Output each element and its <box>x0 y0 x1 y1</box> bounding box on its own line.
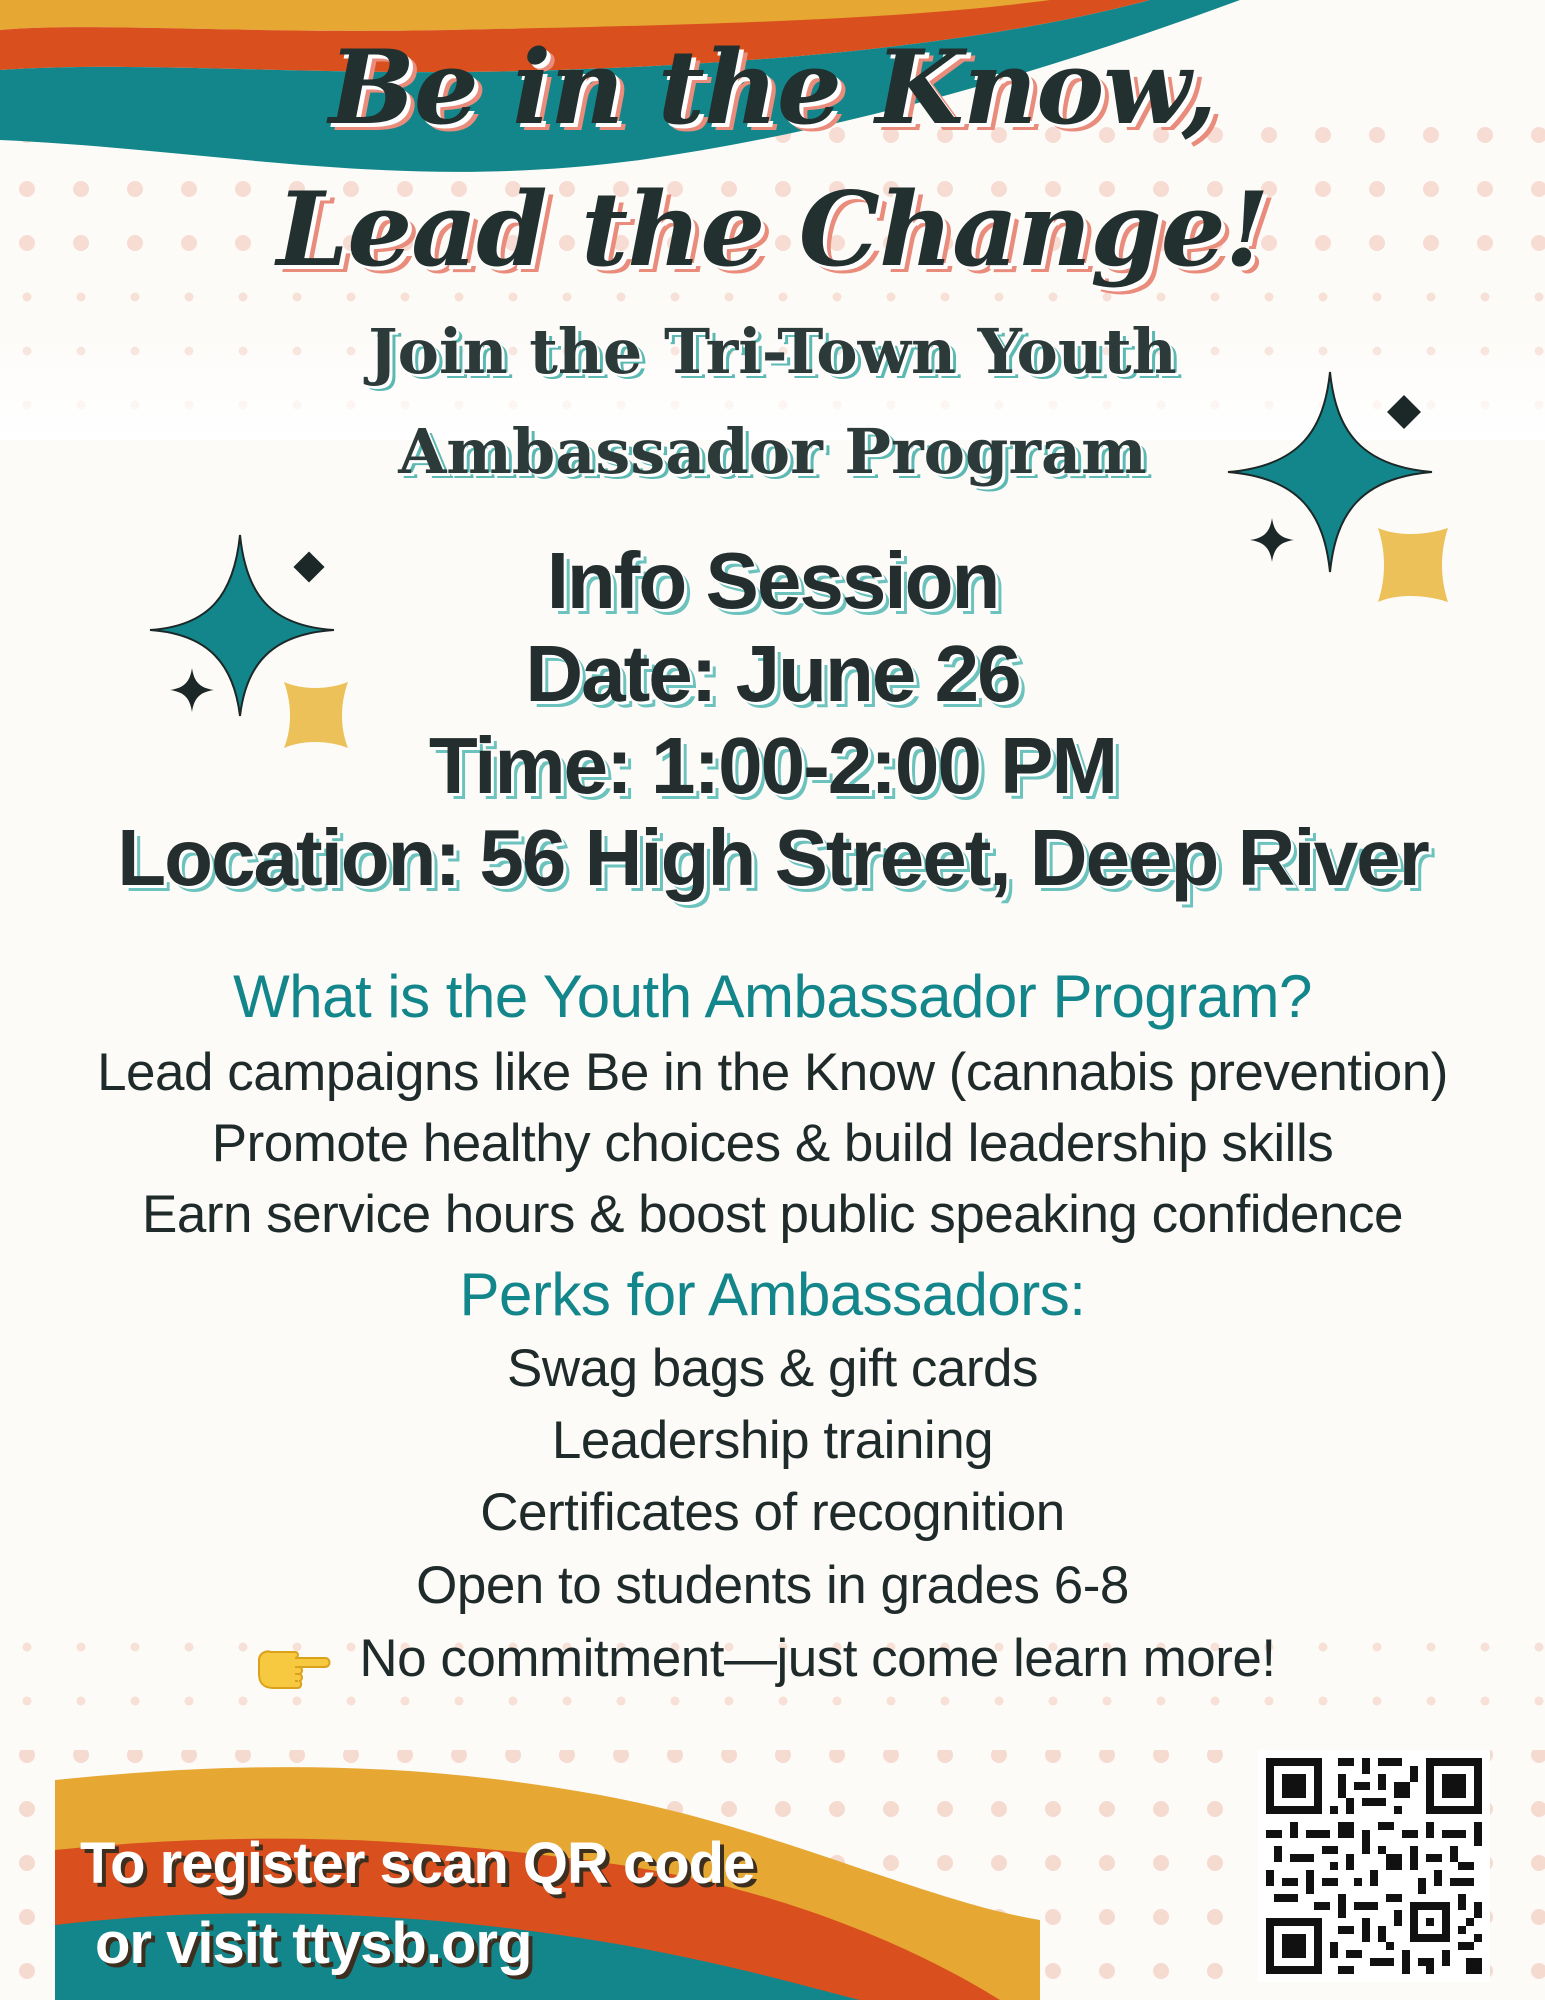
headline-line-1: Be in the Know, <box>328 28 1217 148</box>
perk-item: Certificates of recognition <box>480 1483 1065 1542</box>
register-line-1: To register scan QR code <box>80 1831 755 1896</box>
program-item: Promote healthy choices & build leadership skills <box>211 1114 1334 1173</box>
perk-item: Open to students in grades 6-8 <box>416 1556 1129 1615</box>
program-heading: What is the Youth Ambassador Program? <box>233 963 1312 1030</box>
info-session-time: Time: 1:00-2:00 PM <box>428 721 1117 810</box>
perk-item: Swag bags & gift cards <box>506 1339 1039 1398</box>
program-item: Lead campaigns like Be in the Know (cannabis prevention) <box>97 1043 1448 1102</box>
register-line-2[interactable]: or visit ttysb.org <box>95 1911 532 1976</box>
pointing-hand-icon <box>255 1640 331 1696</box>
subhead-line-1: Join the Tri-Town Youth <box>368 315 1177 388</box>
no-commitment-note: No commitment—just come learn more! <box>359 1629 1276 1688</box>
info-session-location: Location: 56 High Street, Deep River <box>117 813 1428 902</box>
perk-item: Leadership training <box>551 1411 994 1470</box>
info-session-date: Date: June 26 <box>525 629 1020 718</box>
headline-line-2: Lead the Change! <box>276 170 1269 290</box>
program-item: Earn service hours & boost public speaking confidence <box>142 1185 1403 1244</box>
info-session-title: Info Session <box>546 536 999 625</box>
perks-heading: Perks for Ambassadors: <box>459 1261 1086 1328</box>
qr-code-icon[interactable] <box>1258 1750 1490 1982</box>
subhead-line-2: Ambassador Program <box>398 415 1147 488</box>
